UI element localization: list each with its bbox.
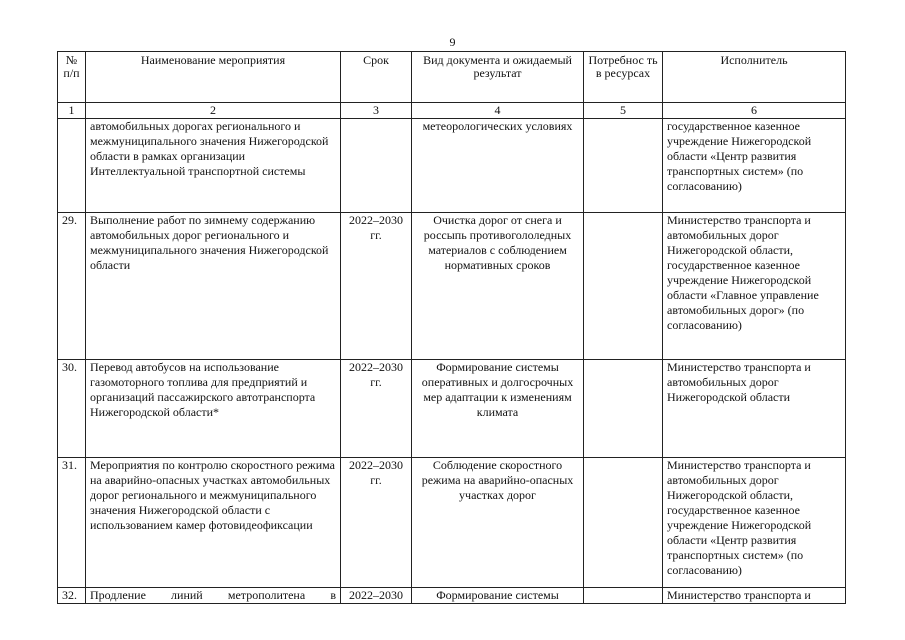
header-name: Наименование мероприятия (86, 52, 341, 103)
row-term: 2022–2030 гг. (341, 360, 412, 458)
row-exec: Министерство транспорта и автомобильных дорог Нижегородской области, государственное казенное учреждение Нижегородской области «Главное управление автомобильных дорог» (по согласованию) (663, 213, 846, 360)
row-exec: Министерство транспорта и автомобильных дорог Нижегородской области, государственное казенное учреждение Нижегородской области «Центр развития транспортных систем» (по согласованию) (663, 458, 846, 588)
row-term: 2022–2030 гг. (341, 458, 412, 588)
row-term (341, 119, 412, 213)
row-term: 2022–2030 (341, 588, 412, 604)
row-exec: государственное казенное учреждение Нижегородской области «Центр развития транспортных систем» (по согласованию) (663, 119, 846, 213)
row-doc: Очистка дорог от снега и россыпь противогололедных материалов с соблюдением нормативных сроков (412, 213, 584, 360)
column-number: 2 (86, 103, 341, 119)
row-exec: Министерство транспорта и автомобильных дорог Нижегородской области (663, 360, 846, 458)
table-row (58, 360, 846, 458)
row-exec: Министерство транспорта и (663, 588, 846, 604)
column-number: 6 (663, 103, 846, 119)
header-need-line: Потребнос (588, 53, 644, 67)
row-name: Перевод автобусов на использование газомоторного топлива для предприятий и организаций пассажирского автотранспорта Нижегородской области* (86, 360, 341, 458)
row-number (58, 119, 86, 213)
column-number: 1 (58, 103, 86, 119)
row-doc: Формирование системы (412, 588, 584, 604)
header-need-line: ресурсах (604, 66, 651, 80)
row-term: 2022–2030 гг. (341, 213, 412, 360)
table-row (58, 119, 846, 213)
row-name: автомобильных дорогах регионального и межмуниципального значения Нижегородской области в рамках организации Интеллектуальной транспортной системы (86, 119, 341, 213)
row-need (584, 458, 663, 588)
row-number: 32. (58, 588, 86, 604)
table-header-row (58, 52, 846, 103)
header-num: № п/п (58, 52, 86, 103)
column-number: 3 (341, 103, 412, 119)
row-need (584, 213, 663, 360)
row-need (584, 360, 663, 458)
row-need (584, 119, 663, 213)
row-number: 30. (58, 360, 86, 458)
page-number: 9 (449, 35, 456, 49)
header-doc: Вид документа и ожидаемый результат (412, 52, 584, 103)
column-number: 4 (412, 103, 584, 119)
row-name: Выполнение работ по зимнему содержанию автомобильных дорог регионального и межмуниципального значения Нижегородской области (86, 213, 341, 360)
column-numbers-row (58, 103, 846, 119)
row-doc: Формирование системы оперативных и долгосрочных мер адаптации к изменениям климата (412, 360, 584, 458)
row-number: 29. (58, 213, 86, 360)
row-number: 31. (58, 458, 86, 588)
row-need (584, 588, 663, 604)
row-doc: метеорологических условиях (412, 119, 584, 213)
table-row (58, 588, 846, 604)
table-row (58, 458, 846, 588)
header-need (584, 52, 663, 103)
row-name: Продление линий метрополитена в (86, 588, 341, 604)
header-term: Срок (341, 52, 412, 103)
header-exec: Исполнитель (663, 52, 846, 103)
measures-table (57, 51, 846, 604)
header-need-line: ть в (595, 53, 658, 80)
row-name: Мероприятия по контролю скоростного режима на аварийно-опасных участках автомобильных дорог регионального и межмуниципального значения Нижегородской области с использованием камер фотовидеофиксации (86, 458, 341, 588)
column-number: 5 (584, 103, 663, 119)
table-row (58, 213, 846, 360)
row-doc: Соблюдение скоростного режима на аварийно-опасных участках дорог (412, 458, 584, 588)
